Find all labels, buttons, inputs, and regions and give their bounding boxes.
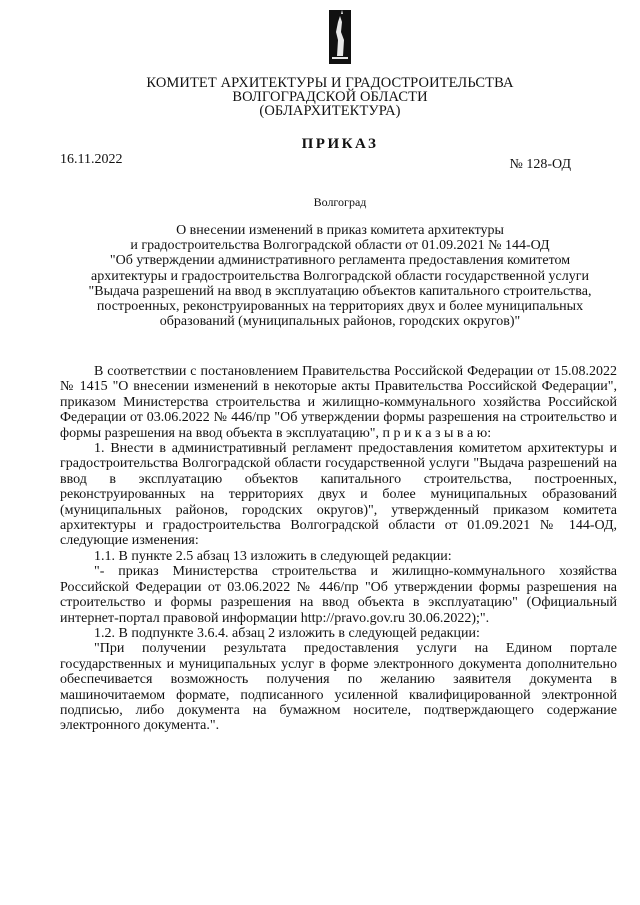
org-line-3: (ОБЛАРХИТЕКТУРА)	[259, 103, 401, 119]
document-number: № 128-ОД	[509, 157, 571, 172]
document-body	[60, 364, 617, 734]
subject-line: и градостроительства Волгоградской области от 01.09.2021 № 144-ОД	[130, 238, 550, 254]
body-paragraph-preamble: В соответствии с постановлением Правительства Российской Федерации от 15.08.2022 № 1415 "О внесении изменений в некоторые акты Правительства Российской Федерации", приказом Министерства строительства и жилищно-коммунального хозяйства Российской Федерации от 03.06.2022 № 446/пр "Об утверждении формы разрешения на строительство и формы разрешения на ввод объекта в эксплуатацию", п р и к а з ы в а ю:	[60, 364, 617, 441]
document-subject	[60, 223, 620, 329]
body-paragraph-item-1-1: 1.1. В пункте 2.5 абзац 13 изложить в следующей редакции:	[94, 548, 452, 564]
subject-line: образований (муниципальных районов, городских округов)"	[159, 314, 521, 330]
organization-name	[60, 76, 600, 118]
subject-line: "Об утверждении административного регламента предоставления комитетом	[109, 253, 571, 269]
subject-line: О внесении изменений в приказ комитета архитектуры	[176, 223, 504, 238]
document-date: 16.11.2022	[60, 152, 123, 167]
body-paragraph-item-1: 1. Внести в административный регламент предоставления комитетом архитектуры и градостроительства Волгоградской области государственной услуги "Выдача разрешений на ввод в эксплуатацию объектов капитального строительства, построенных, реконструированных на территориях двух и более муниципальных образований (муниципальных районов, городских округов)", утвержденный приказом комитета архитектуры и градостроительства Волгоградской области от 01.09.2021 № 144-ОД, следующие изменения:	[60, 441, 617, 549]
coat-of-arms-icon	[329, 10, 351, 64]
subject-line: архитектуры и градостроительства Волгоградской области государственной услуги	[90, 268, 589, 284]
body-paragraph-item-1-2: 1.2. В подпункте 3.6.4. абзац 2 изложить в следующей редакции:	[94, 625, 480, 641]
document-city: Волгоград	[313, 195, 367, 209]
subject-line: "Выдача разрешений на ввод в эксплуатацию объектов капитального строительства,	[88, 283, 592, 299]
org-line-1: КОМИТЕТ АРХИТЕКТУРЫ И ГРАДОСТРОИТЕЛЬСТВА	[146, 75, 514, 91]
body-paragraph-quote-2: "При получении результата предоставления услуги на Едином портале государственных и муниципальных услуг в форме электронного документа дополнительно обеспечивается возможность получения по желанию заявителя документа в машиночитаемом формате, подписанного усиленной квалифицированной электронной подписью, либо документа на бумажном носителе, подтверждающего содержание электронного документа.".	[60, 641, 617, 734]
subject-line: построенных, реконструированных на территориях двух и более муниципальных	[96, 299, 584, 315]
document-type: ПРИКАЗ	[301, 136, 379, 152]
body-paragraph-quote-1: "- приказ Министерства строительства и жилищно-коммунального хозяйства Российской Федерации от 03.06.2022 № 446/пр "Об утверждении формы разрешения на строительство и формы разрешения на ввод объекта в эксплуатацию" (Официальный интернет-портал правовой информации http://pravo.gov.ru 30.06.2022);".	[60, 564, 617, 626]
org-line-2: ВОЛГОГРАДСКОЙ ОБЛАСТИ	[232, 89, 428, 105]
